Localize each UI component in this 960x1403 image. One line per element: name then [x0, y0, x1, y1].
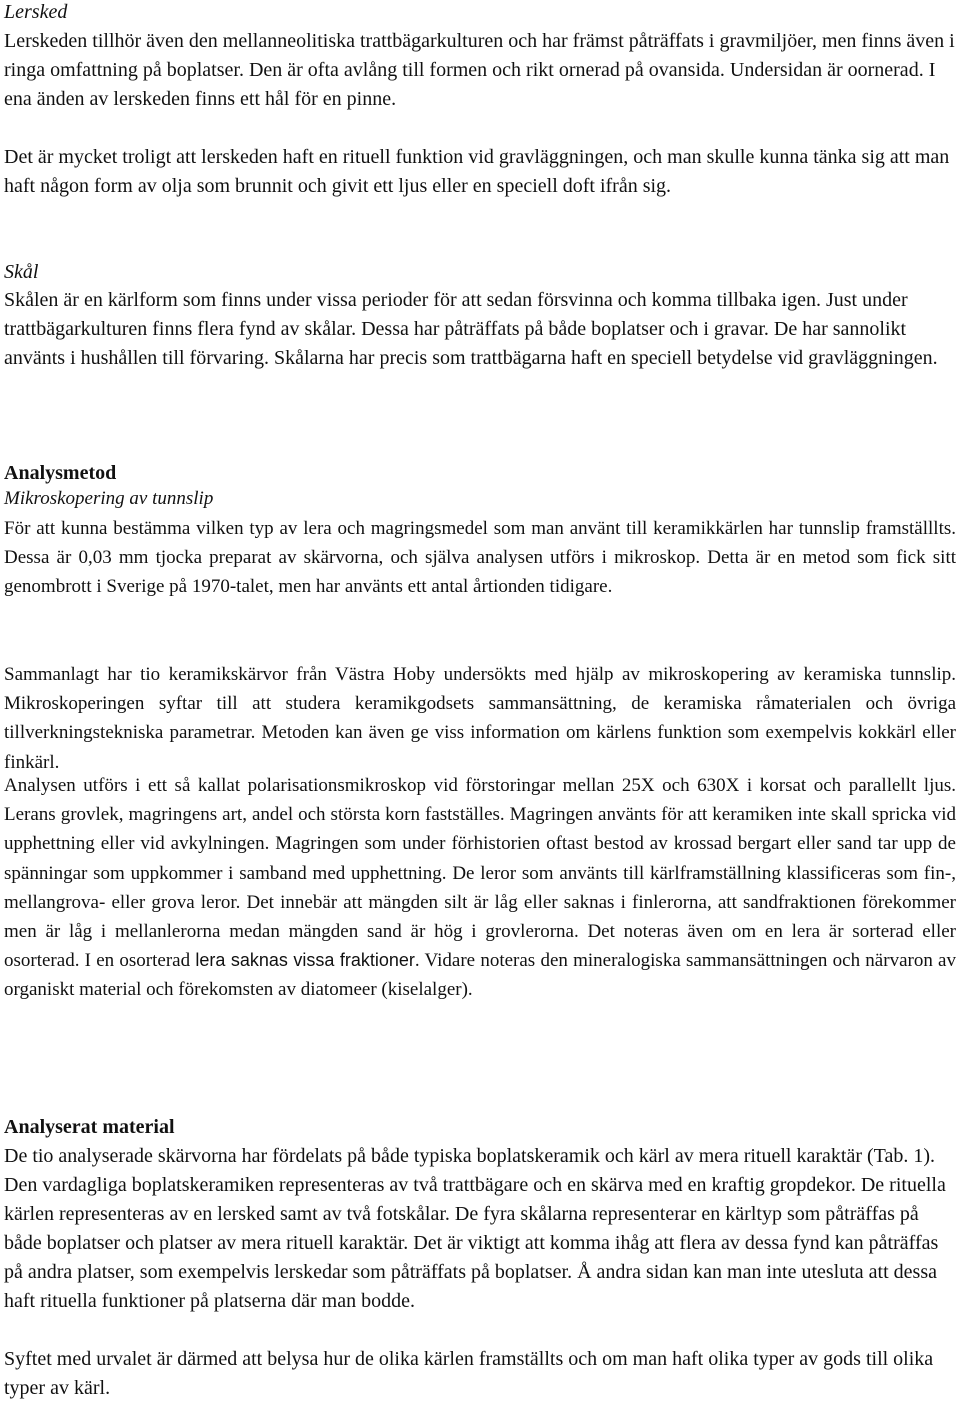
section-title-analyserat-material: Analyserat material: [4, 1116, 175, 1138]
para3-text-emphasis: lera saknas vissa fraktioner: [195, 950, 415, 971]
analysmetod-paragraph-2: Sammanlagt har tio keramikskärvor från Västra Hoby undersökts med hjälp av mikroskopering av keramiska tunnslip. Mikroskoperingen syftar till att studera keramikgodsets sammansättning, de keramiska råmaterialen och övriga tillverkningstekniska parametrar. Metoden kan även ge viss information om kärlens funktion som exempelvis kokkärl eller finkärl.: [4, 664, 956, 773]
para3-text-before: Analysen utförs i ett så kallat polarisationsmikroskop vid förstoringar mellan 25X och 630X i korsat och parallellt ljus. Lerans grovlek, magringens art, andel och största korn fastställes. Magringen använts för att keramiken inte skall spricka vid upphettning eller vid avkylningen. Magringen som under förhistorien oftast bestod av krossad bergart eller sand tar upp de spänningar som uppkommer i samband med upphettning. De leror som använts till kärlframställning klassificeras som fin-, mellangrova- eller grova leror. Det innebär att mängden silt är låg eller saknas i finlerorna, att sandfraktionen förekommer men är låg i mellanlerorna medan mängden sand är hög i grovlerorna. Det noteras även om en lera är sorterad eller osorterad. I en osorterad: [4, 775, 956, 972]
analysmetod-paragraph-1: För att kunna bestämma vilken typ av lera och magringsmedel som man använt till keramikkärlen har tunnslip framställlts. Dessa är 0,03 mm tjocka preparat av skärvorna, och själva analysen utförs i mikroskop. Detta är en metod som fick sitt genombrott i Sverige på 1970-talet, men har använts ett antal årtionden tidigare.: [4, 518, 956, 598]
section-title-skal: Skål: [4, 261, 39, 283]
para3-text-after: . Vidare noteras den mineralogiska sammansättningen och närvaron av organiskt material och förekomsten av diatomeer (kiselalger).: [4, 950, 956, 1001]
analyserat-paragraph-2: Syftet med urvalet är därmed att belysa hur de olika kärlen framställts och om man haft olika typer av gods till olika typer av kärl.: [4, 1348, 934, 1399]
section-title-lersked: Lersked: [4, 1, 68, 23]
analysmetod-paragraph-3: [4, 771, 956, 1005]
lersked-paragraph-1: Lerskeden tillhör även den mellanneolitiska trattbägarkulturen och har främst påträffats i gravmiljöer, men finns även i ringa omfattning på boplatser. Den är ofta avlång till formen och rikt ornerad på ovansida. Undersidan är oornerad. I ena änden av lerskeden finns ett hål för en pinne.: [4, 30, 955, 110]
section-title-analysmetod: Analysmetod: [4, 462, 117, 484]
lersked-paragraph-2: Det är mycket troligt att lerskeden haft en rituell funktion vid gravläggningen, och man skulle kunna tänka sig att man haft någon form av olja som brunnit och givit ett ljus eller en speciell doft ifrån sig.: [4, 146, 950, 197]
subtitle-mikroskopering: Mikroskopering av tunnslip: [4, 488, 214, 509]
analyserat-paragraph-1: De tio analyserade skärvorna har fördelats på både typiska boplatskeramik och kärl av mera rituell karaktär (Tab. 1). Den vardagliga boplatskeramiken representeras av två trattbägare och en skärva med en kraftig gropdekor. De rituella kärlen representeras av en lersked samt av två fotskålar. De fyra skålarna representerar en kärltyp som påträffas på både boplatser och platser av mera rituell karaktär. Det är viktigt att komma ihåg att flera av dessa fynd kan påträffas på andra platser, som exempelvis lerskedar som påträffats på boplatser. Å andra sidan kan man inte utesluta att dessa haft rituella funktioner på platserna där man bodde.: [4, 1145, 946, 1312]
skal-paragraph-1: Skålen är en kärlform som finns under vissa perioder för att sedan försvinna och komma tillbaka igen. Just under trattbägarkulturen finns flera fynd av skålar. Dessa har påträffats på både boplatser och i gravar. De har sannolikt använts i hushållen till förvaring. Skålarna har precis som trattbägarna haft en speciell betydelse vid gravläggningen.: [4, 289, 938, 369]
